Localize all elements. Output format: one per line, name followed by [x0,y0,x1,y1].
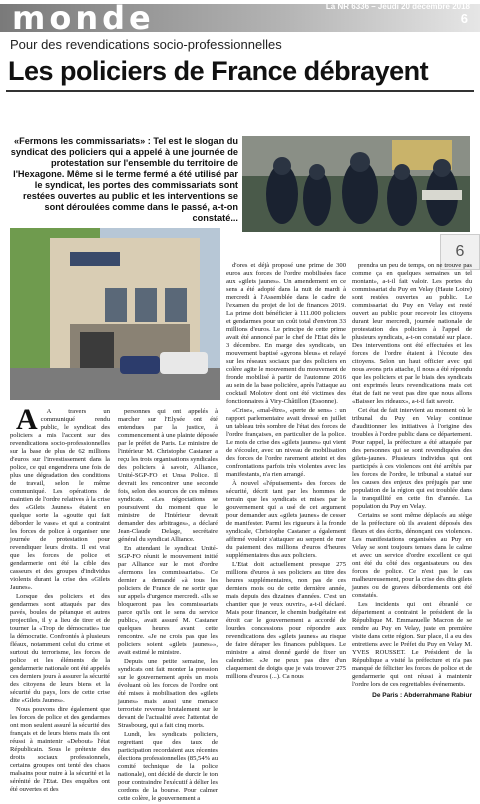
headline-rule [6,90,474,92]
column-paragraph: Lorsque des policiers et des gendarmes sont attaqués par des pavés, boules de pétanque et autres projectiles, il y a lieu de tirer et de tourner la «Trop de démocratie» tue la démocratie. Confrontés à plusieurs fléaux, notamment celui du crime et surtout du terrorisme, les forces de police et les éléments de la gendarmerie nationale ont été appelés ces derniers jours à assurer la sécurité des citoyens de leurs biens et la sécurité du pays, lors de cette crise dite «Gilets Jaunes». [10,593,110,704]
riot-police-photo [242,136,470,232]
column-3 [226,262,346,682]
column-paragraph: personnes qui ont appelés à marcher sur l'Elysée ont été entendues par la justice, à commencement à une plainte déposée par le préfet de Paris. Le ministre de l'intérieur M. Christophe Castaner a reçu les trois organisations syndicales des policiers à savoir, Alliance, Unité-SGP-FO et Unsa Police. Il devrait les rencontrer une seconde fois, selon des sources de ces mêmes syndicats. «Les négociations se poursuivent du moment que le ministre de l'Intérieur devrait demander des arbitrages», a déclaré Jean-Claude Delage, secrétaire général du syndicat Alliance. [118,408,218,543]
column-paragraph: À nouvel «l'épuisement» des forces de sécurité, décrit tant par les hommes de terrain que les syndicats et mises par le gouvernement qui a usé de cet argument pour demander aux «gilets jaunes» de cesser de manifester. Parmi les rigueurs à la fronde syndicale, Christophe Castaner a également affirmé vouloir s'attaquer au serpent de mer du paiement des millions d'euros d'heures supplémentaires dus aux policiers. [226,480,346,559]
column-paragraph: L'Etat doit actuellement presque 275 millions d'euros à ses policiers au titre des heures supplémentaires, non pas de ces derniers mois ou de cette dernière année, mais depuis des dizaines d'années. C'est un chantier que je veux ouvrir», a-t-il déclaré. Mais pour financer, le chemin budgétaire est étroit car le gouvernement a accordé de lourdes concessions pour répondre aux revendications des «gilets jaunes» au risque de faire déraper les finances publiques. Le ministre a ainsi donné gardé de fixer un calendrier. «Je ne peux pas dire d'un claquement de doigts que je vais trouver 275 millions d'euros (...). Ca nous [226,561,346,680]
column-paragraph: Les incidents qui ont ébranlé ce département a contraint le président de la République M. Emmanuelle Macron de se rendre au Puy en Velay, juste en première visite dans cette région. Sur place, il a eu des entretiens avec le Préfet du Puy en Velay M. YVES ROUSSET. Le Président de la République a visité la préfecture et n'a pas manqué de féliciter les forces de police et de gendarmerie qui ont réussi à maintenir l'ordre lors de ces regrettables événements. [352,601,472,688]
section-title: monde [12,0,155,37]
dropcap: A [16,403,38,436]
article-headline: Les policiers de France débrayent [8,56,429,86]
column-paragraph: «Crise», «mal-être», «perte de sens» : un rapport parlementaire avait dressé en juillet un tableau très sombre de l'état des forces de l'ordre françaises, en particulier de la police. Le mois de crise des «gilets jaunes» qui vient de s'écouler, avec un niveau de mobilisation des forces de l'ordre rarement atteint et des confrontations parfois très violentes avec les manifestants, n'a rien arrangé. [226,407,346,478]
page-number: 6 [460,11,468,26]
article-lead: «Fermons les commissariats» : Tel est le slogan du syndicat des policiers qui a appelé à une journée de protestation sur l'ensemble du territoire de l'Hexagone. Même si le terme fermé a été utilisé par le syndicat, les portes des commissariats sont restées ouvertes au public et les interventions se sont déroulées comme dans le passé, a-t-on constaté... [10,136,238,223]
column-4 [352,262,472,700]
column-paragraph: Certains se sont même déplacés au siège de la préfecture où ils avaient déposés des fleurs et des écrits, dénonçant ces violences. Les manifestations organisées au Puy en Velay se sont toujours tenues dans le calme et avec un service d'ordre excellent ce qui ont été du côté des organisateurs ou des forces de police. Ce n'est pas le cas malheureusement, pour la crise des dits gilets jaunes ou de graves débordements ont été constatés. [352,512,472,599]
author-signature: De Paris : Abderrahmane Rabiur [372,692,472,699]
column-2 [118,408,218,804]
column-paragraph: Nous pouvons dire également que les forces de police et des gendarmes ont mon seulent assuré la sécurité des français et de leurs biens mais ils ont réussi à maintenir «Debout» l'état Républicain. Sous le prétexte des droits sociaux professionnels, certains groupes ont tenté des chaos malsains pour nuire à la sécurité et la sérénité de l'Etat. Des enquêtes ont été ouvertes et des [10,706,110,793]
column-paragraph [10,403,110,592]
police-station-photo [10,228,220,400]
riot-police-illustration [242,136,470,232]
column-paragraph: Lundi, les syndicats policiers, regrettant que des taux de participation recordaient aux récentes élections professionnelles (85,54% au comité technique de la police nationale), ont décidé de durcir le ton pour contraindre l'exécutif à délier les cordons de la bourse. Pour calmer cette colère, le gouvernement a [118,731,218,802]
column-1 [10,403,110,795]
issue-date: La NR 6336 – Jeudi 20 décembre 2018 [325,2,470,11]
column-paragraph: d'ores et déjà proposé une prime de 300 euros aux forces de l'ordre mobilisées face aux «gilets jaunes». Un amendement en ce sens a été adopté dans la nuit de mardi à mercredi à l'Assemblée dans le cadre de l'examen du projet de loi de finances 2019. La prime doit bénéficier à 111.000 policiers et gendarmes pour un coût total d'environ 33 millions d'euros. Le principe de cette prime avait été annoncé par le chef de l'Etat dès le 3 décembre. En marge des syndicats, un mouvement baptisé «gyrons bleus» et relayé sur les réseaux sociaux par des policiers en colère agite le mouvement du mouvement de fronde mobilisé à partir de l'automne 2016 au sein de la base policière, après l'attaque au cocktail Molotov dont ont été victimes des fonctionnaires à Viry-Châtillon (Essonne). [226,262,346,405]
column-paragraph: En attendant le syndicat Unité-SGP-FO réunit le mouvement initié par Alliance sur le mot d'ordre «fermons les commissariats». Ce dernier a demandé «à tous les policiers de France de ne sortir que sur appel» d'urgence mercredi. «Ils se bloqueront pas les commissariats parce qu'ils ont le sens du service public», avait assuré M. Castaner quelques heures avant cette rencontre. «Je ne crois pas que les policiers soient «gilets jaunes»», avait estimé le ministre. [118,545,218,656]
column-paragraph: Depuis une petite semaine, les syndicats ont fait monter la pression sur le gouvernement après un mois évoluant où les forces de l'ordre ont été mises à mobilisation des «gilets jaunes» mais aussi une menace terroriste revenue brutalement sur le devant de l'actualité avec l'attentat de Strasbourg, qui a fait cinq morts. [118,658,218,729]
column-paragraph: prendra un peu de temps, on ne trouve pas comme ça en quelques semaines un tel montant», a-t-il fait valoir. Les portes du commissariat du Puy en Velay (Haute Loire) sont restées ouvertes au public. Le commissariat du Puy en Velay est resté ouvert au public pour recevoir les citoyens durant leur mercredi, journée nationale de protestation des policiers à l'appel de plusieurs syndicats, a-t-on constaté sur place. Des interventions ont été effectuées et les forces de l'ordre étaient à l'écoute des citoyens. Selon un haut officier avec qui nous avons pris attache, il nous a été répondu que les policiers et par le biais des syndicats ont exprimés leurs revendications mais cet état de fait ne veut pas dire que nous allons «Baisser les rideaux», a-t-il fait savoir. [352,262,472,405]
column-paragraph: Cet état de fait intervient au moment où le tribunal du Puy en Velay continue d'auditionner les initiatives à l'origine des troubles à l'ordre public dans ce département. Pour rappel, la préfecture a été attaquée par des personnes qui se sont revendiquées des gilets-jaunes. Plusieurs individus qui ont participés à ces violences ont été arrêtés par les forces de l'ordre, le tribunal a statué sur les causes des enjeux des préjugés par une population de la région qui est troublée dans la tranquillité en cette fin d'année. La population du Puy en Velay. [352,407,472,510]
page-tab[interactable]: 6 [440,234,480,270]
paragraph-text: A travers un communiqué rendu public, le syndicat des policiers a mis l'accent sur des revendications socio-professionnelles sur la base de plus de 62 millions d'euros sur l'investissement dans la police, ce qui engendrera une fois de plus une dégradation des conditions de travail, selon le même communiqué. Les opérations de maintien de l'ordre relatives à la crise des «Gilets Jaunes» étaient en quelque sorte la «goutte qui fait déborder le vase» et qui a contraint les forces de police à organiser une journée de protestation pour revendiquer leurs droits. Il est vrai que les forces de police et gendarmerie ont été la cible des casseurs et des groupes d'individus violents durant la crise des «Gilets Jaunes». [10,408,110,591]
article-kicker: Pour des revendications socio-professionnelles [10,37,282,52]
building-illustration [10,228,220,400]
